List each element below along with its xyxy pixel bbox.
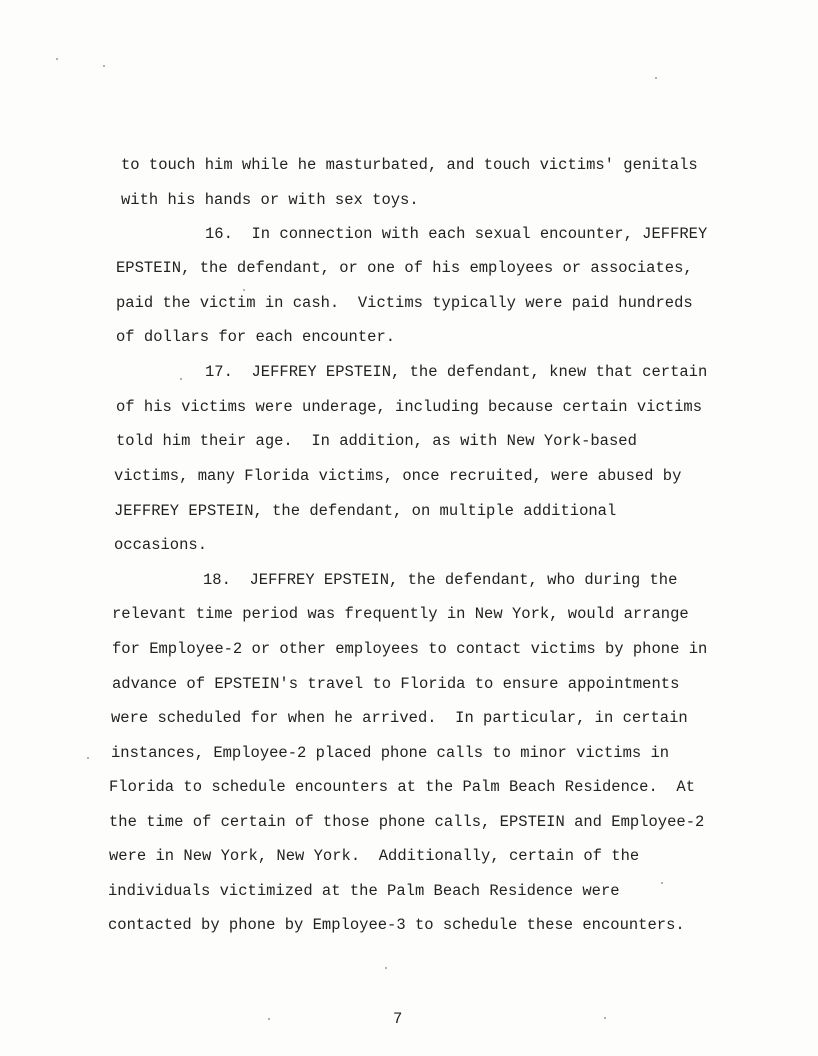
text-line: of dollars for each encounter. (116, 328, 396, 346)
text-line: occasions. (114, 536, 208, 554)
scan-speck (604, 1017, 606, 1019)
text-line: were scheduled for when he arrived. In particular, in certain (111, 709, 688, 727)
text-line: JEFFREY EPSTEIN, the defendant, on multiple additional (114, 502, 617, 520)
text-line: individuals victimized at the Palm Beach Residence were (108, 882, 620, 900)
scan-speck (103, 65, 105, 67)
text-line: victims, many Florida victims, once recruited, were abused by (114, 467, 682, 485)
text-line: were in New York, New York. Additionally, certain of the (109, 847, 640, 865)
text-line: relevant time period was frequently in New York, would arrange (112, 605, 689, 623)
scan-speck (243, 289, 245, 291)
scan-speck (56, 58, 58, 60)
text-line: told him their age. In addition, as with New York-based (116, 432, 637, 450)
text-line: with his hands or with sex toys. (121, 191, 419, 209)
scan-speck (87, 757, 89, 759)
text-line: 18. JEFFREY EPSTEIN, the defendant, who during the (203, 571, 678, 589)
text-line: to touch him while he masturbated, and touch victims' genitals (121, 156, 698, 174)
page-number: 7 (393, 1010, 403, 1028)
text-line: 16. In connection with each sexual encounter, JEFFREY (205, 225, 708, 243)
scan-speck (268, 1018, 270, 1020)
text-line: paid the victim in cash. Victims typically were paid hundreds (116, 294, 693, 312)
scan-speck (661, 882, 663, 884)
text-line: EPSTEIN, the defendant, or one of his employees or associates, (116, 259, 693, 277)
text-line: advance of EPSTEIN's travel to Florida to ensure appointments (112, 675, 680, 693)
text-line: the time of certain of those phone calls, EPSTEIN and Employee-2 (109, 813, 705, 831)
scan-speck (180, 378, 182, 380)
text-line: contacted by phone by Employee-3 to schedule these encounters. (108, 916, 685, 934)
scan-speck (655, 77, 657, 79)
text-line: Florida to schedule encounters at the Palm Beach Residence. At (109, 778, 695, 796)
text-line: instances, Employee-2 placed phone calls to minor victims in (111, 744, 670, 762)
text-line: for Employee-2 or other employees to contact victims by phone in (112, 640, 708, 658)
text-line: 17. JEFFREY EPSTEIN, the defendant, knew that certain (205, 363, 708, 381)
scan-speck (385, 967, 387, 969)
text-line: of his victims were underage, including because certain victims (116, 398, 702, 416)
